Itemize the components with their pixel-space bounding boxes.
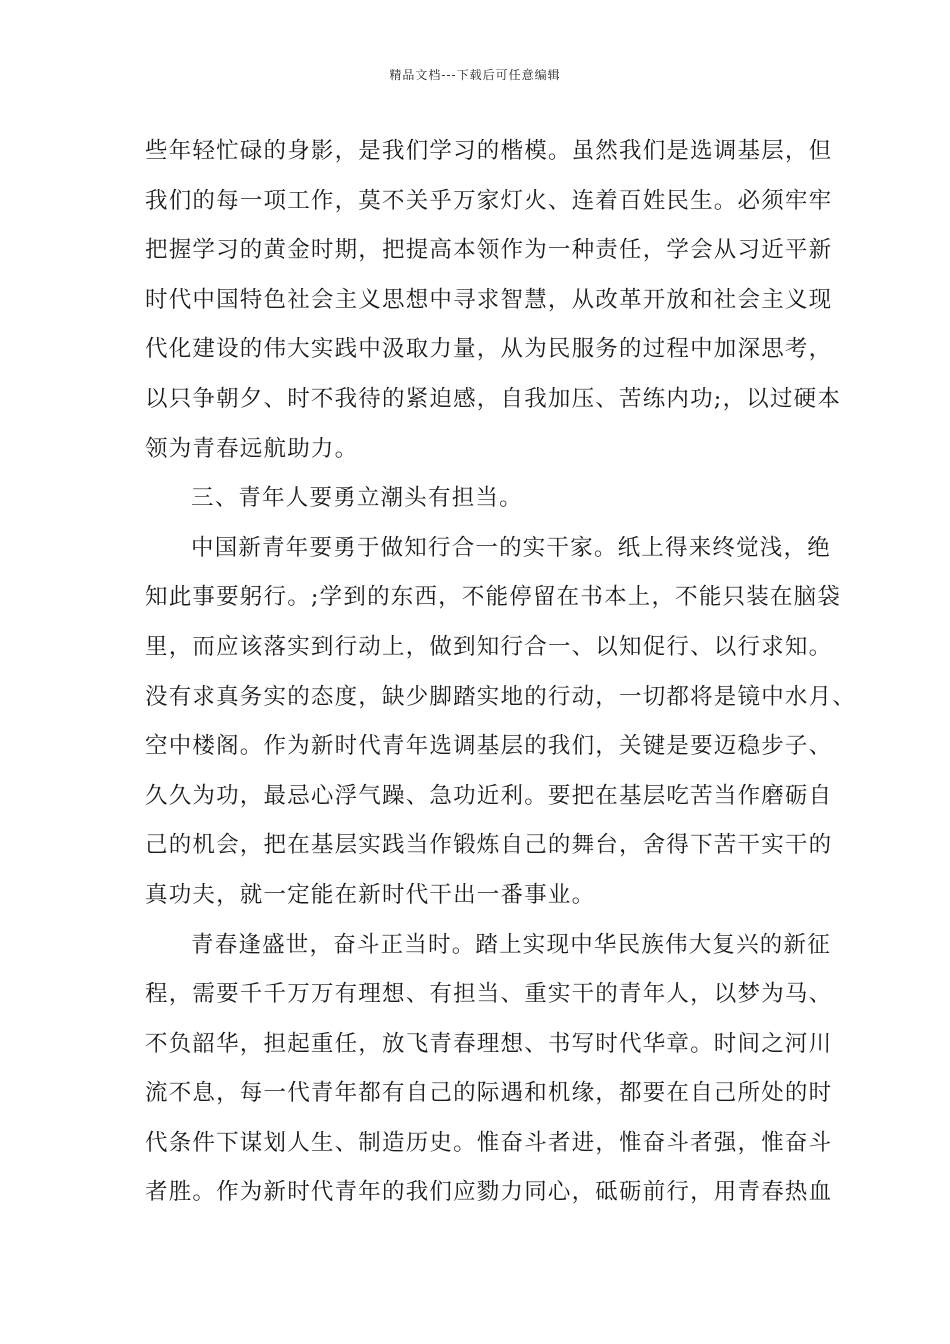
text-line: 我们的每一项工作，莫不关乎万家灯火、连着百姓民生。必须牢牢: [145, 187, 833, 214]
text-line: 些年轻忙碌的身影，是我们学习的楷模。虽然我们是选调基层，但: [145, 138, 833, 164]
text-line: 时代中国特色社会主义思想中寻求智慧，从改革开放和社会主义现: [145, 286, 833, 313]
text-line: 把握学习的黄金时期，把提高本领作为一种责任，学会从习近平新: [145, 237, 833, 264]
text-line: 空中楼阁。作为新时代青年选调基层的我们，关键是要迈稳步子、: [145, 733, 833, 760]
text-line: 三、青年人要勇立潮头有担当。: [191, 485, 523, 512]
text-line: 青春逢盛世，奋斗正当时。踏上实现中华民族伟大复兴的新征: [191, 931, 831, 958]
text-line: 流不息，每一代青年都有自己的际遇和机缘，都要在自己所处的时: [145, 1080, 833, 1107]
text-line: 里，而应该落实到行动上，做到知行合一、以知促行、以行求知。: [145, 633, 833, 660]
text-line: 中国新青年要勇于做知行合一的实干家。纸上得来终觉浅，绝: [191, 534, 831, 561]
text-line: 代化建设的伟大实践中汲取力量，从为民服务的过程中加深思考，: [145, 336, 833, 363]
page-header: 精品文档---下载后可任意编辑: [389, 68, 561, 82]
text-line: 以只争朝夕、时不我待的紧迫感，自我加压、苦练内功;，以过硬本: [145, 385, 842, 412]
text-line: 己的机会，把在基层实践当作锻炼自己的舞台，舍得下苦干实干的: [145, 832, 833, 859]
text-line: 者胜。作为新时代青年的我们应勠力同心，砥砺前行，用青春热血: [145, 1179, 833, 1206]
body-text: [145, 130, 857, 1221]
text-line: 真功夫，就一定能在新时代干出一番事业。: [145, 881, 596, 908]
text-line: 没有求真务实的态度，缺少脚踏实地的行动，一切都将是镜中水月、: [145, 683, 857, 710]
text-line: 代条件下谋划人生、制造历史。惟奋斗者进，惟奋斗者强，惟奋斗: [145, 1129, 833, 1156]
text-line: 知此事要躬行。;学到的东西，不能停留在书本上，不能只装在脑袋: [145, 584, 842, 611]
text-line: 程，需要千千万万有理想、有担当、重实干的青年人，以梦为马、: [145, 981, 833, 1008]
text-line: 久久为功，最忌心浮气躁、急功近利。要把在基层吃苦当作磨砺自: [145, 782, 833, 809]
text-line: 领为青春远航助力。: [145, 435, 359, 462]
text-line: 不负韶华，担起重任，放飞青春理想、书写时代华章。时间之河川: [145, 1030, 833, 1057]
